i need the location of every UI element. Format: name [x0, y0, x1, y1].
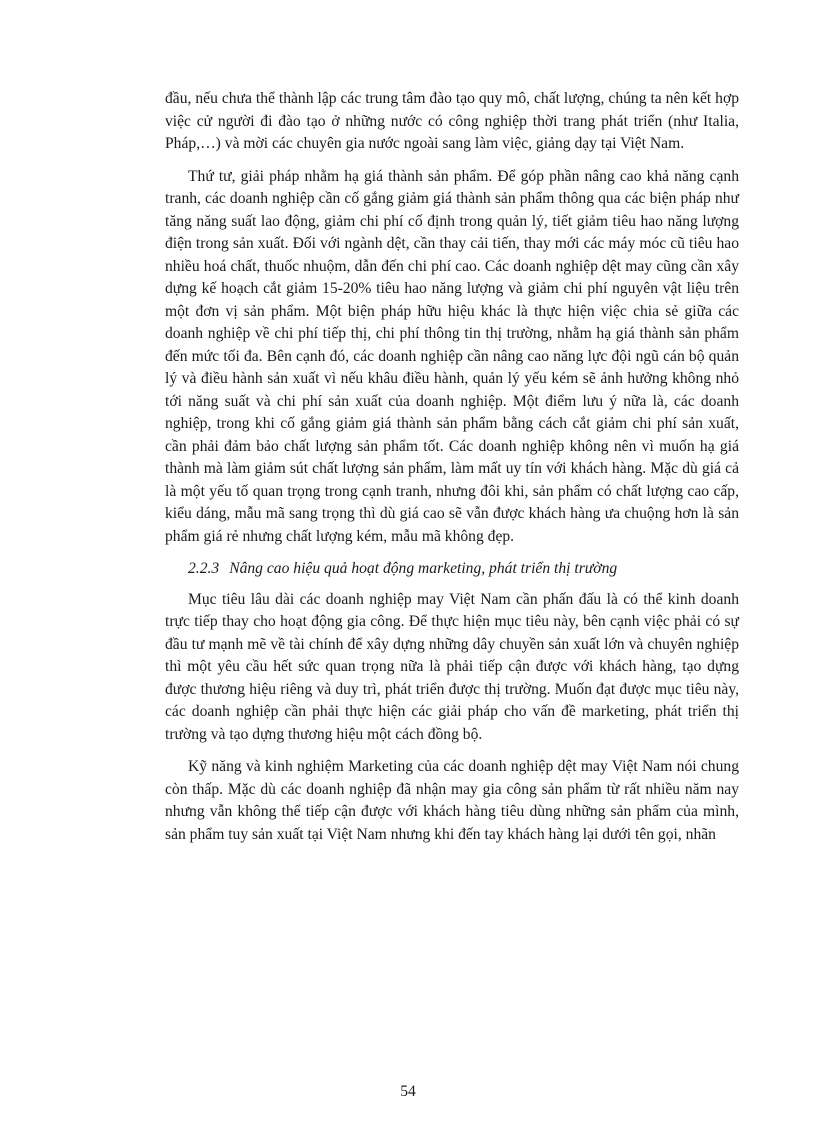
section-title: Nâng cao hiệu quả hoạt động marketing, phát triển thị trường: [229, 560, 618, 577]
paragraph-marketing-skills: Kỹ năng và kinh nghiệm Marketing của các doanh nghiệp dệt may Việt Nam nói chung còn thấp. Mặc dù các doanh nghiệp đã nhận may gia công sản phẩm từ rất nhiều năm nay nhưng vẫn không thể tiếp cận được với khách hàng tiêu dùng những sản phẩm của mình, sản phẩm tuy sản xuất tại Việt Nam nhưng khi đến tay khách hàng lại dưới tên gọi, nhãn: [165, 758, 739, 843]
page-number: 54: [400, 1083, 416, 1100]
paragraph-cost-reduction: Thứ tư, giải pháp nhằm hạ giá thành sản phẩm. Để góp phần nâng cao khả năng cạnh tranh, các doanh nghiệp cần cố gắng giảm giá thành sản phẩm thông qua các biện pháp như tăng năng suất lao động, giảm chi phí cố định trong quản lý, tiết giảm tiêu hao năng lượng điện trong sản xuất. Đối với ngành dệt, cần thay cải tiến, thay mới các máy móc cũ tiêu hao nhiều hoá chất, thuốc nhuộm, dẫn đến chi phí cao. Các doanh nghiệp dệt may cũng cần xây dựng kế hoạch cắt giảm 15-20% tiêu hao năng lượng và giảm chi phí nguyên vật liệu trên một đơn vị sản phẩm. Một biện pháp hữu hiệu khác là thực hiện việc chia sẻ giữa các doanh nghiệp về chi phí tiếp thị, chi phí thông tin thị trường, nhằm hạ giá thành sản phẩm đến mức tối đa. Bên cạnh đó, các doanh nghiệp cần nâng cao năng lực đội ngũ cán bộ quản lý và điều hành sản xuất vì nếu khâu điều hành, quản lý yếu kém sẽ ảnh hưởng không nhỏ tới năng suất và chi phí sản xuất của doanh nghiệp. Một điểm lưu ý nữa là, các doanh nghiệp, trong khi cố gắng giảm giá thành sản phẩm bằng cách cắt giảm chi phí sản xuất, cần phải đảm bảo chất lượng sản phẩm tốt. Các doanh nghiệp không nên vì muốn hạ giá thành mà làm giảm sút chất lượng sản phẩm, làm mất uy tín với khách hàng. Mặc dù giá cả là một yếu tố quan trọng trong cạnh tranh, nhưng đôi khi, sản phẩm có chất lượng cao cấp, kiểu dáng, mẫu mã sang trọng thì dù giá cao sẽ vẫn được khách hàng ưa chuộng hơn là sản phẩm giá rẻ nhưng chất lượng kém, mẫu mã không đẹp.: [165, 167, 739, 545]
paragraph-continuation: đầu, nếu chưa thể thành lập các trung tâm đào tạo quy mô, chất lượng, chúng ta nên kết hợp việc cử người đi đào tạo ở những nước có công nghiệp thời trang phát triển (như Italia, Pháp,…) và mời các chuyên gia nước ngoài sang làm việc, giảng dạy tại Việt Nam.: [165, 90, 739, 152]
section-number: 2.2.3: [188, 560, 220, 577]
document-page: [165, 88, 739, 856]
paragraph-marketing-goal: Mục tiêu lâu dài các doanh nghiệp may Việt Nam cần phấn đấu là có thể kinh doanh trực tiếp thay cho hoạt động gia công. Để thực hiện mục tiêu này, bên cạnh việc phải có sự đầu tư mạnh mẽ về tài chính để xây dựng những dây chuyền sản xuất lớn và chuyên nghiệp thì một yêu cầu hết sức quan trọng nữa là phải tiếp cận được với khách hàng, tạo dựng được thương hiệu riêng và duy trì, phát triển được thị trường. Muốn đạt được mục tiêu này, các doanh nghiệp cần phải thực hiện các giải pháp cho vấn đề marketing, phát triển thị trường và tạo dựng thương hiệu một cách đồng bộ.: [165, 590, 739, 743]
section-heading: [165, 558, 739, 581]
